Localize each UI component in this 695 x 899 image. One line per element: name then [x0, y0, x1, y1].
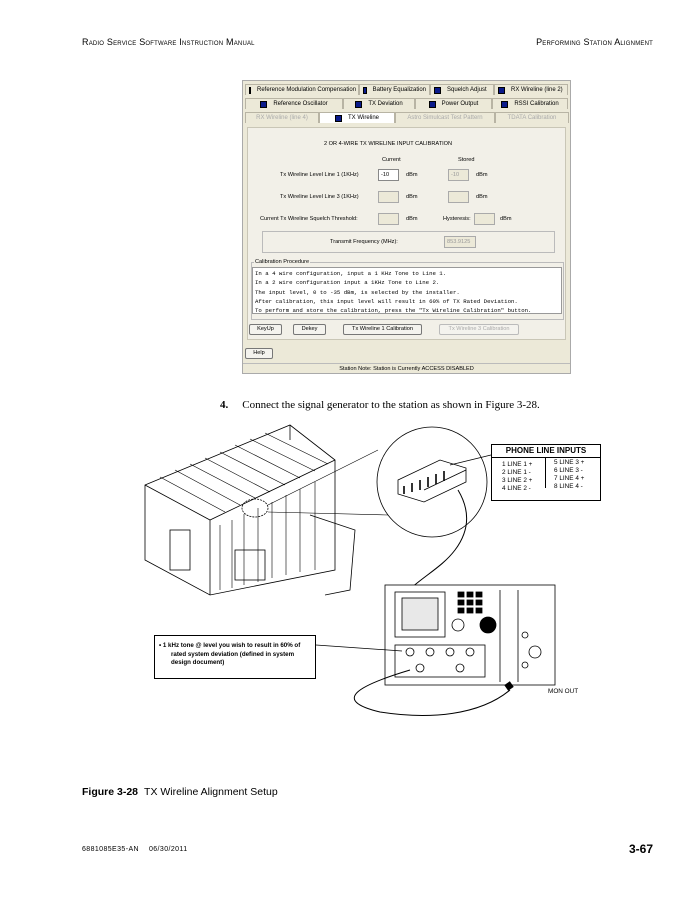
transmit-frequency-field: 853.9125 [444, 236, 476, 248]
tab-tx-deviation[interactable]: TX Deviation [343, 98, 415, 109]
dbm-unit: dBm [500, 216, 512, 222]
step-4 [220, 399, 540, 411]
tab-tdata-calibration[interactable]: TDATA Calibration [495, 112, 569, 123]
dbm-unit: dBm [476, 194, 488, 200]
line3-stored-field [448, 191, 469, 203]
page-number: 3-67 [628, 842, 653, 856]
step-text: Connect the signal generator to the station as shown in Figure 3-28. [242, 399, 540, 411]
tab-ref-mod-comp[interactable]: Reference Modulation Compensation [245, 84, 359, 95]
tone-level-note: • 1 kHz tone @ level you wish to result in 60% of rated system deviation (defined in system design document) [154, 635, 316, 679]
tab-reference-oscillator[interactable]: Reference Oscillator [245, 98, 343, 109]
dbm-unit: dBm [406, 194, 418, 200]
tab-battery-equalization[interactable]: Battery Equalization [359, 84, 430, 95]
mon-out-label: MON OUT [548, 688, 579, 695]
keyup-button[interactable]: KeyUp [249, 324, 282, 335]
tab-marker-icon [335, 115, 342, 122]
tab-marker-icon [355, 101, 362, 108]
station-chassis [145, 425, 355, 595]
step-number: 4. [220, 399, 229, 411]
tab-marker-icon [260, 101, 267, 108]
hysteresis-field [474, 213, 495, 225]
tab-row-3 [245, 112, 569, 125]
document-date: 06/30/2011 [148, 846, 188, 853]
footer-left [82, 846, 197, 853]
tab-marker-icon [429, 101, 436, 108]
tab-astro-simulcast[interactable]: Astro Simulcast Test Pattern [395, 112, 495, 123]
header-right: Performing Station Alignment [536, 37, 653, 47]
figure-title: TX Wireline Alignment Setup [144, 786, 278, 798]
line3-current-field [378, 191, 399, 203]
tab-marker-icon [501, 101, 508, 108]
line1-current-field[interactable]: -10 [378, 169, 399, 181]
line1-label: Tx Wireline Level Line 1 (1KHz) [280, 172, 359, 178]
transmit-frequency-label: Transmit Frequency (MHz): [330, 239, 398, 245]
squelch-threshold-label: Current Tx Wireline Squelch Threshold: [260, 216, 358, 222]
tab-row-1 [245, 84, 568, 97]
tab-marker-icon [363, 87, 367, 94]
phone-line-inputs-box [491, 444, 601, 501]
calibration-procedure-text: In a 4 wire configuration, input a 1 KHz Tone to Line 1. In a 2 wire configuration input a 1KHz Tone to Line 2. The input level, 0 to -35 dBm, is selected by the installer. After calibration, this input level will result in 60% of TX Rated Deviation. To perform and store the calibration, press the "Tx Wireline Calibration" button. [252, 267, 562, 314]
dbm-unit: dBm [476, 172, 488, 178]
header-left: Radio Service Software Instruction Manual [82, 37, 255, 47]
help-button[interactable]: Help [245, 348, 273, 359]
tx-wireline-3-calibration-button[interactable]: Tx Wireline 3 Calibration [439, 324, 519, 335]
line1-stored-field: -10 [448, 169, 469, 181]
figure-number: Figure 3-28 [82, 786, 139, 798]
tab-power-output[interactable]: Power Output [415, 98, 492, 109]
dbm-unit: dBm [406, 216, 418, 222]
document-number: 6881085E35-AN [82, 846, 139, 853]
stored-column-header: Stored [458, 157, 475, 163]
squelch-threshold-field [378, 213, 399, 225]
panel-title: 2 OR 4-WIRE TX WIRELINE INPUT CALIBRATION [324, 141, 453, 147]
tab-marker-icon [249, 87, 251, 94]
hysteresis-label: Hysteresis: [443, 216, 471, 222]
current-column-header: Current [382, 157, 401, 163]
tab-row-2 [245, 98, 568, 111]
dbm-unit: dBm [406, 172, 418, 178]
service-monitor [385, 585, 555, 685]
phone-line-divider [545, 458, 546, 488]
figure-caption [82, 786, 278, 798]
phone-line-right-column: 5 LINE 3 + 6 LINE 3 - 7 LINE 4 + 8 LINE 4 - [554, 459, 585, 490]
line3-label: Tx Wireline Level Line 3 (1KHz) [280, 194, 359, 200]
calibration-procedure-label: Calibration Procedure [255, 259, 310, 265]
dekey-button[interactable]: Dekey [293, 324, 326, 335]
tab-rx-wireline-line4[interactable]: RX Wireline (line 4) [245, 112, 319, 123]
tab-squelch-adjust[interactable]: Squelch Adjust [430, 84, 494, 95]
phone-line-inputs-title: PHONE LINE INPUTS [492, 445, 600, 458]
phone-line-left-column: 1 LINE 1 + 2 LINE 1 - 3 LINE 2 + 4 LINE 2 - [502, 461, 533, 492]
tab-rssi-calibration[interactable]: RSSI Calibration [492, 98, 568, 109]
tab-rx-wireline-line2[interactable]: RX Wireline (line 2) [494, 84, 568, 95]
calibration-dialog [242, 80, 571, 374]
status-note: Station Note: Station is Currently ACCESS DISABLED [243, 363, 570, 374]
tab-marker-icon [498, 87, 505, 94]
tab-tx-wireline[interactable]: TX Wireline [319, 112, 395, 123]
tx-wireline-1-calibration-button[interactable]: Tx Wireline 1 Calibration [343, 324, 422, 335]
tab-marker-icon [434, 87, 441, 94]
transmit-frequency-group [262, 231, 555, 253]
